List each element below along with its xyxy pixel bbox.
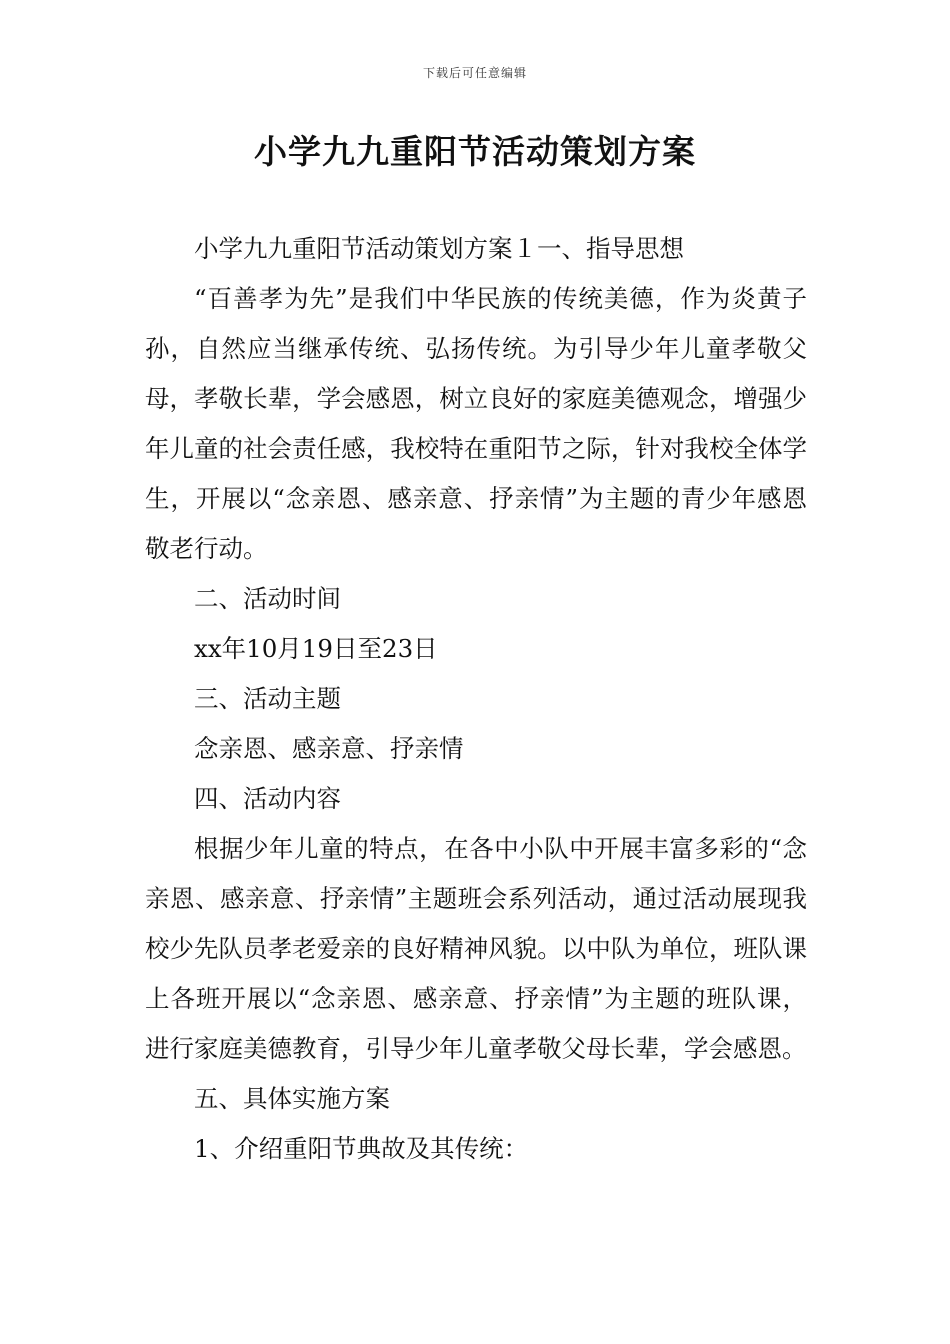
paragraph-guiding-thought: “百善孝为先”是我们中华民族的传统美德，作为炎黄子孙，自然应当继承传统、弘扬传统。为引导少年儿童孝敬父母，孝敬长辈，学会感恩，树立良好的家庭美德观念，增强少年儿童的社会责任感，我校特在重阳节之际，针对我校全体学生，开展以“念亲恩、感亲意、抒亲情”为主题的青少年感恩敬老行动。	[145, 284, 807, 563]
document-title: 小学九九重阳节活动策划方案	[254, 132, 696, 171]
paragraph-intro-heading: 小学九九重阳节活动策划方案１一、指导思想	[194, 234, 684, 263]
document-body	[145, 224, 807, 1174]
section-heading-plan: 五、具体实施方案	[194, 1084, 390, 1113]
header-note: 下载后可任意编辑	[422, 66, 527, 80]
paragraph-content: 根据少年儿童的特点，在各中小队中开展丰富多彩的“念亲恩、感亲意、抒亲情”主题班会系列活动，通过活动展现我校少先队员孝老爱亲的良好精神风貌。以中队为单位，班队课上各班开展以“念亲恩、感亲意、抒亲情”为主题的班队课，进行家庭美德教育，引导少年儿童孝敬父母长辈，学会感恩。	[145, 834, 807, 1063]
section-heading-time: 二、活动时间	[194, 584, 341, 613]
section-heading-theme: 三、活动主题	[194, 684, 341, 713]
paragraph-plan-item-1: 1、介绍重阳节典故及其传统：	[194, 1134, 529, 1163]
paragraph-time: xx年10月19日至23日	[194, 634, 438, 663]
section-heading-content: 四、活动内容	[194, 784, 341, 813]
paragraph-theme: 念亲恩、感亲意、抒亲情	[194, 734, 464, 763]
